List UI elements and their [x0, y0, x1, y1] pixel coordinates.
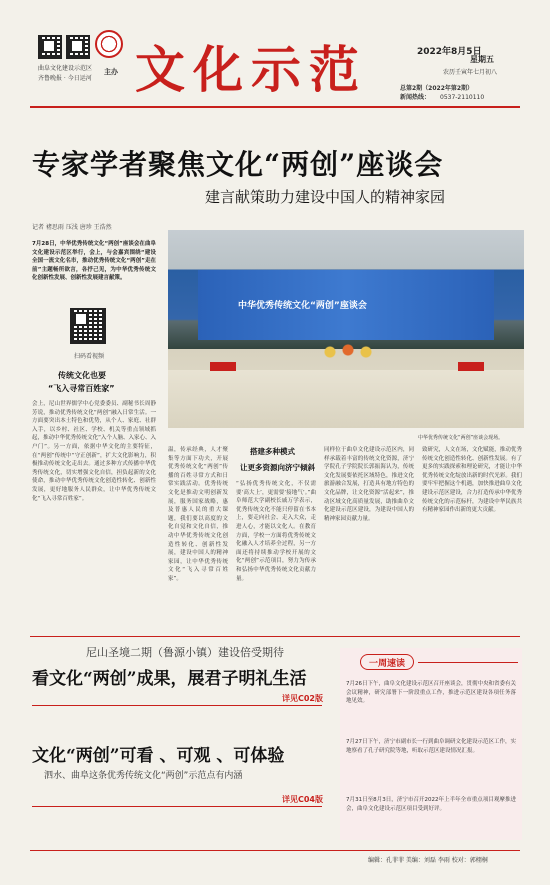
promo-see2: 详见C04版 [282, 795, 324, 804]
hotline-number: 0537-2110110 [440, 94, 485, 101]
weekly-title: 一周速读 [368, 658, 405, 669]
promo-sub2: 泗水、曲阜这条优秀传统文化“两创”示范点有内涵 [44, 771, 243, 781]
photo-caption: 中华优秀传统文化“两创”座谈会现场。 [418, 435, 504, 441]
sponsor-label: 主办 [104, 68, 118, 76]
meeting-table [168, 370, 524, 428]
video-qr-caption: 扫码看视频 [74, 353, 105, 360]
qr-code-middle [66, 35, 90, 59]
conference-photo [168, 230, 524, 428]
issue-weekday: 星期五 [470, 55, 494, 64]
sponsor-line2: 齐鲁晚报 · 今日运河 [38, 75, 92, 82]
footer-editors: 编辑：孔菲菲 美编：刘磊 李雨 校对：郭栩桐 [368, 857, 488, 864]
emblem-icon [95, 30, 123, 58]
nameplate-left [210, 362, 236, 371]
col1-heading1: 传统文化也要 [58, 371, 106, 380]
promo-head1: 看文化“两创”成果，展君子明礼生活 [32, 669, 307, 689]
footer-rule [30, 850, 520, 851]
masthead: 文化示范 [135, 40, 367, 99]
conference-screen [198, 270, 494, 340]
promo-see1-rule [32, 705, 322, 706]
hotline-label: 新闻热线： [400, 94, 431, 101]
header-rule [30, 106, 520, 108]
col3-heading1: 搭建多种模式 [250, 447, 295, 456]
weekly-title-bar [360, 654, 414, 670]
byline: 记者 褚思雨 压浅 唐珍 王浩然 [32, 224, 112, 231]
lead-subhead: 建言献策助力建设中国人的精神家园 [205, 188, 446, 206]
promo-see2-rule [32, 806, 322, 807]
lead-headline: 专家学者聚焦文化“两创”座谈会 [32, 148, 444, 181]
lead-intro: 7月28日，中华优秀传统文化“两创”座谈会在曲阜文化建设示范区举行，会上，与会嘉宾围绕“建设全国一流文化名市，推动优秀传统文化“两创”走在前”主题畅所欲言，各抒己见，为中华优秀传统文化创新性发展、创新性发展建言献策。 [32, 241, 156, 282]
issue-date: 2022年8月5日 [417, 47, 482, 57]
promo-see1: 详见C02版 [282, 694, 324, 703]
weekly-item: 7月27日下午，济宁市副市长一行到曲阜调研文化建设示范区工作，实地察看了孔子研究院等地，听取示范区建设情况汇报。 [346, 739, 516, 754]
promo-head2: 文化“两创”可看 、可观 、可体验 [32, 746, 285, 766]
flowers [318, 342, 378, 362]
col1-body: 会上，尼山世界儒学中心党委委员、副秘书长周静芳说，推动优秀传统文化“两创”融入日常生活。一方面要突出本土特色和优势，从个人、家庭、社群入手，以乡村、社区、学校、机关等重点领域抓起，推动中华优秀传统文化“入个人脑、入家心、入户门”。另一方面，依据中华文化的主要特征，在“两创”传统中“守正创新”，扩大文化影响力，积极推动传统文化走出去。通过多种方式传播中华优秀传统文化，切实增强文化自信，担负起新的文化使命，推动中华优秀传统文化创造性转化、创新性发展，更好地服务人民群众，让中华优秀传统文化“飞入寻常百姓家”。 [32, 401, 156, 502]
issue-number: 总第2期（2022年第2期） [400, 85, 474, 92]
col3-body: “弘扬优秀传统文化，不仅需要‘高大上’，更需要‘接地气’。”曲阜师范大学副校长戚万学表示，优秀传统文化不能只停留在书本上，要走向社会、走入大众，走进人心，才能以文化人。在教育方面，学校一方面将优秀传统文化融入人才培养全过程，另一方面还将持续推动学校开展的文化“两创”示范项目，努力为传承和弘扬中华优秀传统文化贡献力量。 [236, 481, 316, 582]
weekly-box [340, 648, 522, 840]
col3-heading2: 让更多资源向济宁倾斜 [240, 463, 315, 472]
screen-title: 中华优秀传统文化“两创”座谈会 [238, 301, 367, 311]
weekly-item: 7月31日至8月3日，济宁市召开2022年上半年全市重点项目观摩推进会，曲阜文化建设示范区项目受到好评。 [346, 797, 516, 812]
col2-body: 温，传承经典，人才聚集等方面下功夫，开展优秀传统文化“两创”传播的百姓寻常方式和日常实践活动。优秀传统文化是推动文明创新发展，服务国家战略，惠及普惠人民的重大课题，我们要以高度的文化自觉和文化自信，推动中华优秀传统文化创造性转化、创新性发展，建设中国人的精神家园，让中华优秀传统文化“飞入寻常百姓家”。 [168, 447, 228, 582]
col1-heading2: “飞入寻常百姓家” [48, 384, 115, 393]
col4-body: 同样位于曲阜文化建设示范区内，同样承载着丰富的传统文化资源，济宁学院孔子学院院长郭振海认为，传统文化发展要依托区域特色，推进文化旅游融合发展，打造具有地方特色的文化品牌，让文化资源“活起来”，推动区域文化高质量发展，助推曲阜文化建设示范区建设，为建设中国人的精神家园贡献力量。 [324, 447, 414, 522]
sponsor-line1: 曲阜文化建设示范区 [38, 65, 93, 72]
col5-body: 致研究，人文在场，文化赋能，推动优秀传统文化创造性转化、创新性发展。有了更多的实践探索和理论研究，才能让中华优秀传统文化绽放出新的时代光彩。我们要牢牢把握这个机遇，加快推进曲阜文化建设示范区建设，合力打造传承中华优秀传统文化的示范标杆，为建设中华民族共有精神家园作出新的更大贡献。 [422, 447, 522, 514]
promo-rule [30, 636, 520, 637]
promo-tag: 尼山圣境二期（鲁源小镇）建设倍受期待 [86, 646, 284, 659]
weekly-item: 7月26日下午，曲阜文化建设示范区召开座谈会，贯彻中央和省委有关会议精神，研究部署下一阶段重点工作，推进示范区建设各项任务落地见效。 [346, 681, 516, 705]
video-qr-code [70, 308, 106, 344]
lunar-date: 农历壬寅年七月初八 [443, 69, 498, 76]
nameplate-right [458, 362, 484, 371]
weekly-title-rule [418, 662, 518, 663]
qr-code-left [38, 35, 62, 59]
